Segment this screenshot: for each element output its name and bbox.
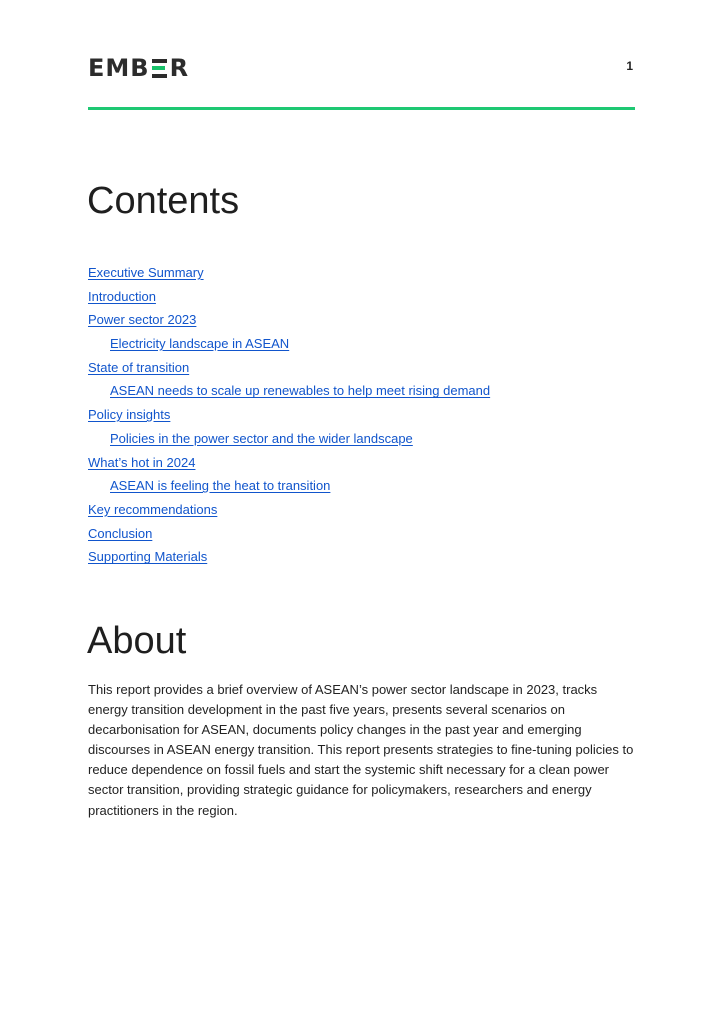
ember-logo: EMB R [88, 54, 190, 82]
toc-subitem [88, 430, 490, 454]
toc-link-power-sector-2023[interactable]: Power sector 2023 [88, 312, 197, 328]
toc-item [88, 288, 490, 312]
toc-item [88, 548, 490, 572]
toc-item [88, 525, 490, 549]
toc-link-electricity-landscape[interactable]: Electricity landscape in ASEAN [110, 336, 290, 352]
toc-link-key-recommendations[interactable]: Key recommendations [88, 501, 218, 517]
toc-link-scale-up-renewables[interactable]: ASEAN needs to scale up renewables to help meet rising demand [110, 383, 491, 399]
toc-item [88, 311, 490, 335]
toc-link-whats-hot-2024[interactable]: What’s hot in 2024 [88, 454, 196, 470]
toc-item [88, 406, 490, 430]
toc-item [88, 454, 490, 478]
logo-e-glyph [152, 59, 167, 78]
toc-link-feeling-the-heat[interactable]: ASEAN is feeling the heat to transition [110, 478, 331, 494]
toc-link-state-of-transition[interactable]: State of transition [88, 359, 190, 375]
toc-link-executive-summary[interactable]: Executive Summary [88, 265, 204, 280]
toc-link-conclusion[interactable]: Conclusion [88, 525, 153, 541]
toc-subitem [88, 477, 490, 501]
table-of-contents [88, 264, 490, 572]
toc-subitem [88, 335, 490, 359]
toc-link-supporting-materials[interactable]: Supporting Materials [88, 549, 208, 565]
page-header [88, 56, 635, 82]
header-divider [88, 107, 635, 110]
toc-item [88, 501, 490, 525]
toc-item [88, 264, 490, 288]
about-paragraph: This report provides a brief overview of ASEAN’s power sector landscape in 2023, tracks energy transition development in the past five years, presents several scenarios on decarbonisation for ASEAN, documents policy changes in the past year and emerging discourses in ASEAN energy transition. This report presents strategies to fine-tuning policies to reduce dependence on fossil fuels and start the systemic shift necessary for a clean power sector transition, providing strategic guidance for policymakers, researchers and energy practitioners in the region. [88, 682, 634, 818]
toc-link-introduction[interactable]: Introduction [88, 288, 156, 304]
about-heading: About [87, 620, 187, 662]
toc-item [88, 359, 490, 383]
page-number: 1 [626, 59, 633, 73]
toc-link-policy-insights[interactable]: Policy insights [88, 407, 171, 423]
toc-subitem [88, 382, 490, 406]
contents-heading: Contents [87, 180, 240, 222]
toc-link-policies-power-sector[interactable]: Policies in the power sector and the wider landscape [110, 430, 413, 446]
